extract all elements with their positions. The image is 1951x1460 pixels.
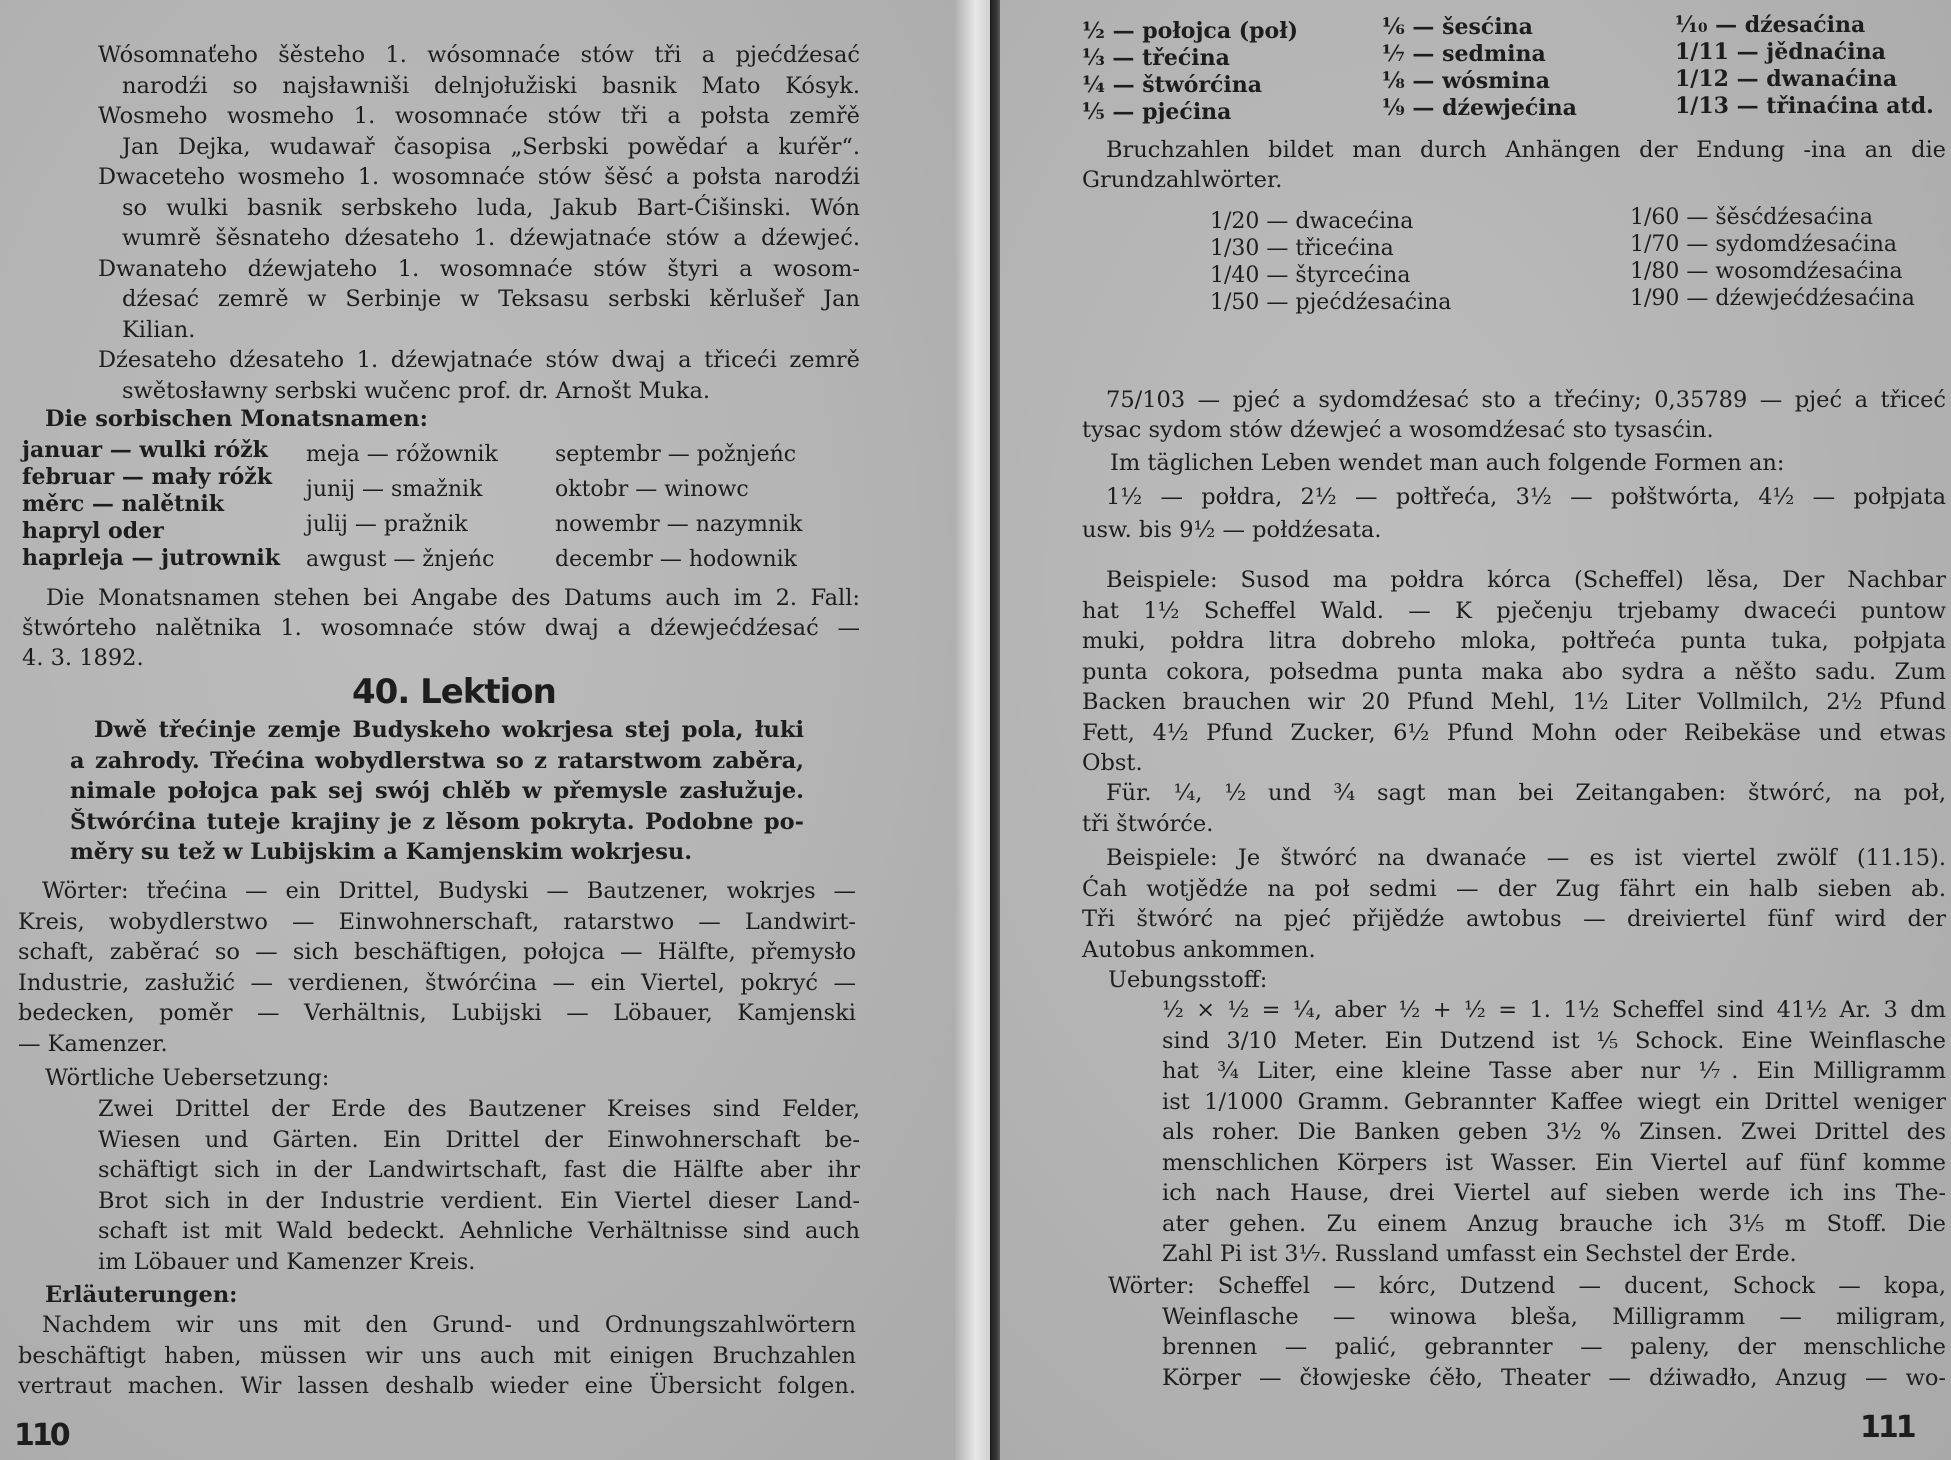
column-entry: 1/90 — dźewjećdźesaćina [1630,286,1915,311]
months-heading: Die sorbischen Monatsnamen: [45,406,428,432]
text-line: muki, połdra litra dobreho mloka, połtřeća punta tuka, połpjata [1082,628,1946,654]
months-column-1 [22,437,280,572]
right-book-page [1000,0,1951,1460]
months-column-2 [306,437,498,577]
page-number: 110 [14,1418,68,1453]
text-line: Kreis, wobydlerstwo — Einwohnerschaft, ratarstwo — Landwirt- [18,908,856,935]
months-column-3 [555,437,802,577]
text-line: brennen — palić, gebrannter — paleny, der menschliche [1162,1334,1946,1360]
column-entry: ½ — połojca (poł) [1082,18,1299,44]
tens-column-1 [1210,208,1451,316]
column-entry: decembr — hodownik [555,547,797,572]
text-line: dźesać zemrě w Serbinje w Teksasu serbski kěrlušeř Jan [122,286,860,312]
column-entry: ⅙ — šesćina [1382,14,1533,40]
text-line: Nachdem wir uns mit den Grund- und Ordnungszahlwörtern [42,1312,856,1338]
text-line: Štwórćina tuteje krajiny je z lěsom pokryta. Podobne po- [70,808,804,835]
text-line: Beispiele: Susod ma połdra kórca (Scheffel) lěsa, Der Nachbar [1106,567,1946,593]
column-entry: haprleja — jutrownik [22,545,281,571]
text-line: nimale połojca pak sej swój chlěb w přemysle zasłužuje. [70,778,804,804]
column-entry: ⅑ — dźewjećina [1382,95,1577,121]
text-line: usw. bis 9½ — połdźesata. [1082,517,1382,543]
column-entry: 1/20 — dwacećina [1210,209,1414,234]
column-entry: julij — pražnik [306,512,468,537]
text-line: so wulki basnik serbskeho luda, Jakub Bart-Ćišinski. Wón [122,194,860,221]
text-line: Fett, 4½ Pfund Zucker, 6½ Pfund Mohn oder Reibekäse und etwas [1082,719,1946,746]
text-line: Körper — čłowjeske ćěło, Theater — dźiwadło, Anzug — wo- [1162,1364,1946,1391]
text-line: tři štwórće. [1082,810,1214,837]
text-line: Zahl Pi ist 3⅐. Russland umfasst ein Sechstel der Erde. [1162,1241,1797,1267]
column-entry: 1/60 — šěsćdźesaćina [1630,205,1874,230]
text-line: Grundzahlwörter. [1082,167,1283,193]
text-line: swětosławny serbski wučenc prof. dr. Arnošt Muka. [122,377,711,404]
column-entry: 1/80 — wosomdźesaćina [1630,259,1903,284]
explanations-heading: Erläuterungen: [45,1282,238,1308]
text-line: ater gehen. Zu einem Anzug brauche ich 3⅕ m Stoff. Die [1162,1210,1946,1237]
column-entry: hapryl oder [22,518,164,544]
text-line: Bruchzahlen bildet man durch Anhängen der Endung -ina an die [1106,137,1946,163]
text-line: ist 1/1000 Gramm. Gebrannter Kaffee wiegt ein Drittel weniger [1162,1088,1946,1115]
text-line: a zahrody. Třećina wobydlerstwa so z ratarstwom zaběra, [70,747,804,774]
text-line: beschäftigt haben, müssen wir uns auch mit einigen Bruchzahlen [18,1342,856,1369]
text-line: Wörter: třećina — ein Drittel, Budyski — Bautzener, wokrjes — [42,878,856,904]
fractions-column-1 [1082,18,1298,126]
text-line: měry su tež w Lubijskim a Kamjenskim wokrjesu. [70,839,693,865]
column-entry: nowembr — nazymnik [555,512,803,537]
text-line: Dźesateho dźesateho 1. dźewjatnaće stów dwaj a třiceći zemrě [98,347,860,373]
exercise-heading: Uebungsstoff: [1108,967,1268,993]
column-entry: oktobr — winowc [555,477,749,502]
column-entry: septembr — požnjeńc [555,442,797,467]
text-line: sind 3/10 Meter. Ein Dutzend ist ⅕ Schock. Eine Weinflasche [1162,1027,1946,1054]
column-entry: 1/13 — třinaćina atd. [1675,93,1934,119]
fractions-column-3 [1675,12,1934,120]
text-line: hat ¾ Liter, eine kleine Tasse aber nur ⅐. Ein Milligramm [1162,1058,1946,1084]
text-line: schäftigt sich in der Landwirtschaft, fast die Hälfte aber ihr [98,1157,860,1183]
text-line: Industrie, zasłužić — verdienen, štwórćina — ein Viertel, pokryć — [18,969,856,996]
text-line: Kilian. [122,316,196,343]
column-entry: ¼ — štwórćina [1082,72,1263,98]
text-line: Obst. [1082,750,1143,776]
text-line: Jan Dejka, wudawař časopisa „Serbski powědaŕ a kuŕěr“. [122,133,860,160]
text-line: Brot sich in der Industrie verdient. Ein Viertel dieser Land- [98,1187,860,1214]
text-line: Dwanateho dźewjateho 1. wosomnaće stów štyri a wosom- [98,255,860,282]
text-line: štwórteho nalětnika 1. wosomnaće stów dwaj a dźewjećdźesać — [22,615,860,641]
lesson-title: 40. Lektion [352,672,556,712]
column-entry: februar — mały róžk [22,464,273,490]
column-entry: 1/12 — dwanaćina [1675,66,1898,92]
text-line: schaft ist mit Wald bedeckt. Aehnliche Verhältnisse sind auch [98,1218,860,1244]
column-entry: ⅓ — třećina [1082,45,1230,71]
column-entry: junij — smažnik [306,477,483,502]
text-line: Dwě třećinje zemje Budyskeho wokrjesa stej pola, łuki [94,717,804,743]
fractions-column-2 [1382,14,1577,122]
text-line: Weinflasche — winowa bleša, Milligramm — miligram, [1162,1303,1946,1330]
book-gutter-highlight [955,0,990,1460]
text-line: 75/103 — pjeć a sydomdźesać sto a třećiny; 0,35789 — pjeć a třiceć [1106,387,1946,413]
text-line: punta cokora, połsedma punta maka abo sydra a něšto sadu. Zum [1082,658,1946,685]
text-line: menschlichen Körpers ist Wasser. Ein Viertel auf fünf komme [1162,1149,1946,1176]
page-number: 111 [1860,1410,1914,1445]
column-entry: januar — wulki róžk [22,437,268,463]
text-line: narodźi so najsławniši delnjołužiski basnik Mato Kósyk. [122,72,860,99]
text-line: Wörter: Scheffel — kórc, Dutzend — ducent, Schock — kopa, [1108,1273,1946,1299]
text-line: vertraut machen. Wir lassen deshalb wieder eine Übersicht folgen. [18,1373,856,1399]
column-entry: 1/40 — štyrcećina [1210,263,1411,288]
text-line: 4. 3. 1892. [22,645,144,671]
text-line: Wósomnaťeho šěsteho 1. wósomnaće stów tři a pjećdźesać [98,42,860,68]
text-line: 1½ — połdra, 2½ — połtřeća, 3½ — połštwórta, 4½ — połpjata [1106,484,1946,510]
text-line: Dwaceteho wosmeho 1. wosomnaće stów šěsć a połsta narodźi [98,164,860,190]
text-line: — Kamenzer. [18,1030,168,1057]
text-line: bedecken, poměr — Verhältnis, Lubijski — Löbauer, Kamjenski [18,1000,856,1026]
text-line: Wosmeho wosmeho 1. wosomnaće stów tři a połsta zemřě [98,103,860,129]
text-line: Beispiele: Je štwórć na dwanaće — es ist viertel zwölf (11.15). [1106,845,1946,871]
text-line: als roher. Die Banken geben 3½ % Zinsen. Zwei Drittel des [1162,1119,1946,1145]
text-line: wumrě šěsnateho dźesateho 1. dźewjatnaće stów a dźewjeć. [122,225,860,251]
text-line: Tři štwórć na pjeć přijědźe awtobus — dreiviertel fünf wird der [1082,906,1946,932]
text-line: hat 1½ Scheffel Wald. — K pječenju trjebamy dwaceći puntow [1082,597,1946,624]
text-line: ich nach Hause, drei Viertel auf sieben werde ich ins The- [1162,1180,1946,1206]
text-line: im Löbauer und Kamenzer Kreis. [98,1248,476,1275]
translation-heading: Wörtliche Uebersetzung: [45,1065,330,1091]
column-entry: 1/70 — sydomdźesaćina [1630,232,1898,257]
text-line: schaft, zaběrać so — sich beschäftigen, połojca — Hälfte, přemysło [18,939,856,965]
column-entry: ⅕ — pjećina [1082,99,1232,125]
text-line: Wiesen und Gärten. Ein Drittel der Einwohnerschaft be- [98,1126,860,1153]
text-line: ½ × ½ = ¼, aber ½ + ½ = 1. 1½ Scheffel sind 41½ Ar. 3 dm [1162,997,1946,1023]
text-line: Für. ¼, ½ und ¾ sagt man bei Zeitangaben: štwórć, na poł, [1106,780,1946,806]
text-line: Die Monatsnamen stehen bei Angabe des Datums auch im 2. Fall: [46,585,860,611]
column-entry: awgust — žnjeńc [306,547,495,572]
column-entry: meja — róžownik [306,442,498,467]
column-entry: 1/30 — třicećina [1210,236,1394,261]
daily-forms-intro: Im täglichen Leben wendet man auch folgende Formen an: [1110,450,1785,476]
column-entry: ⅒ — dźesaćina [1675,12,1866,38]
column-entry: měrc — nalětnik [22,491,224,517]
text-line: Ćah wotjědźe na poł sedmi — der Zug fährt ein halb sieben ab. [1082,875,1946,902]
column-entry: ⅛ — wósmina [1382,68,1550,94]
column-entry: ⅐ — sedmina [1382,41,1546,67]
column-entry: 1/11 — jědnaćina [1675,39,1886,65]
text-line: tysac sydom stów dźewjeć a wosomdźesać sto tysasćin. [1082,417,1714,443]
column-entry: 1/50 — pjećdźesaćina [1210,290,1452,315]
tens-column-2 [1630,204,1915,312]
text-line: Backen brauchen wir 20 Pfund Mehl, 1½ Liter Vollmilch, 2½ Pfund [1082,689,1946,715]
text-line: Autobus ankommen. [1082,936,1316,963]
text-line: Zwei Drittel der Erde des Bautzener Kreises sind Felder, [98,1096,860,1122]
